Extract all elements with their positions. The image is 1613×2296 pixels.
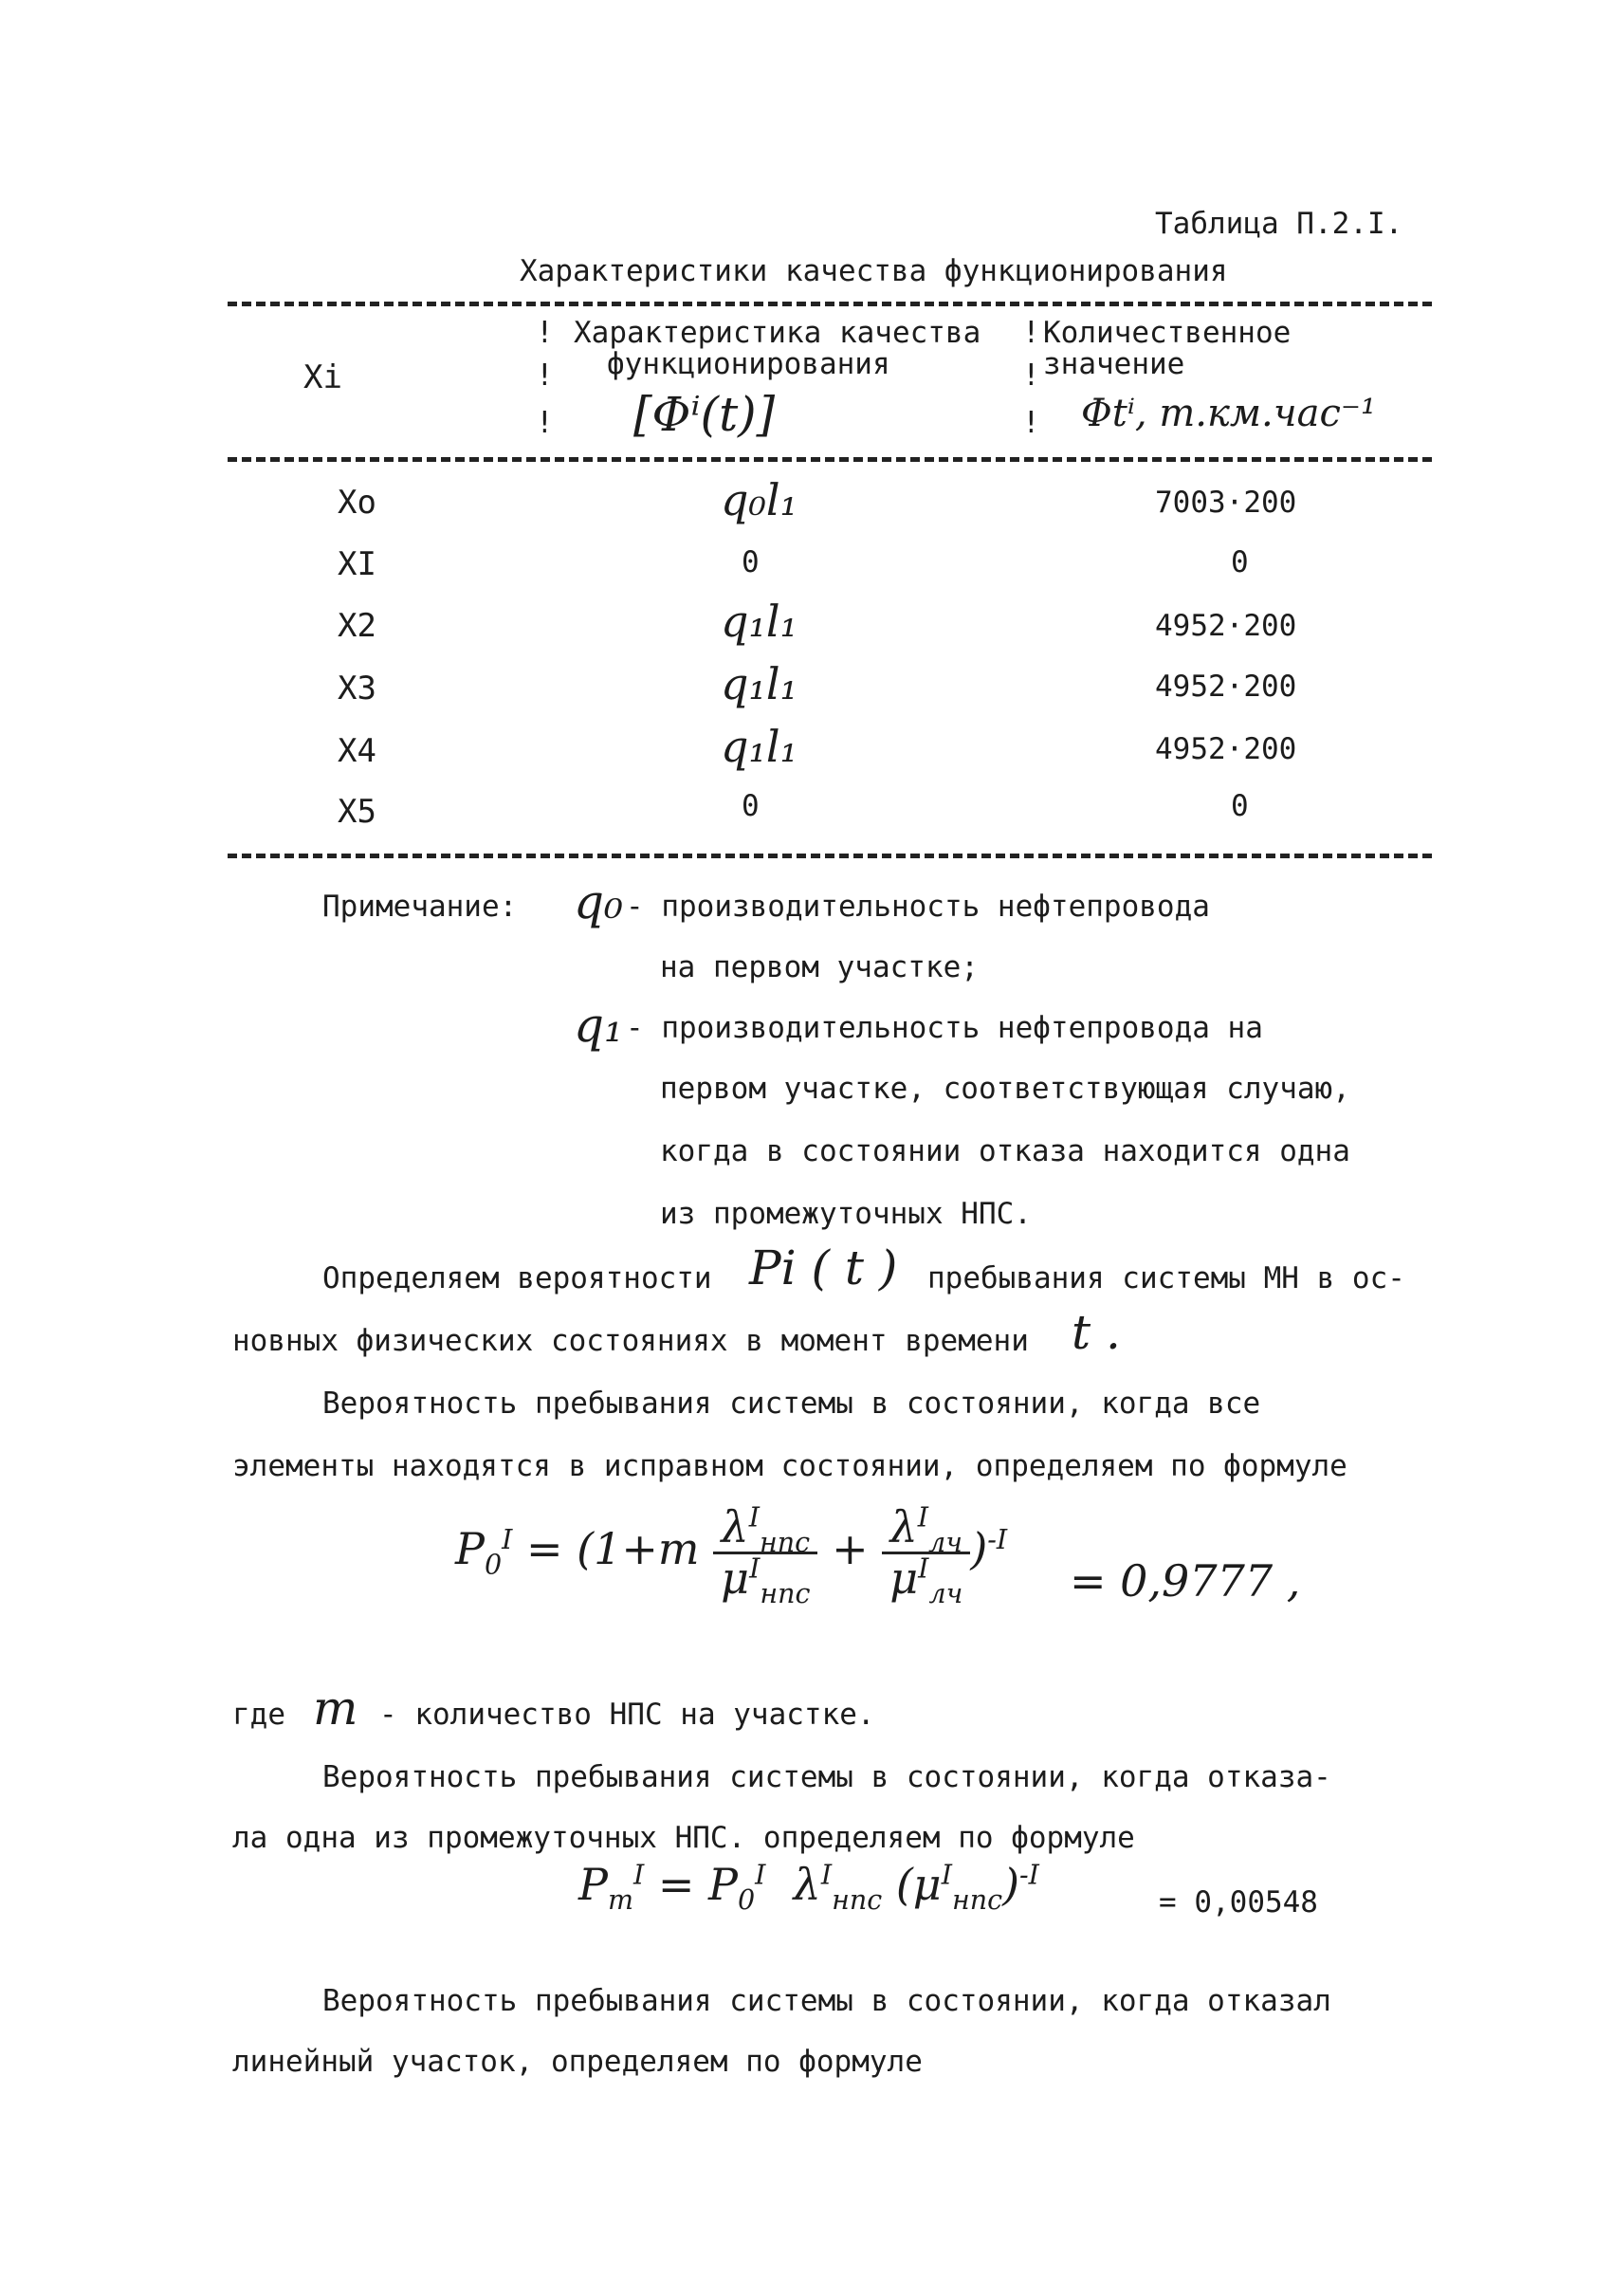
row-characteristic: q₀l₁ — [721, 474, 798, 525]
table-header-rule — [228, 457, 1432, 462]
note-label: Примечание: — [322, 890, 518, 924]
row-state: X5 — [338, 793, 376, 831]
p3-line2: ла одна из промежуточных НПС. определяем по формуле — [232, 1821, 1135, 1855]
where-label: где — [232, 1698, 285, 1732]
p2-line2: элементы находятся в исправном состоянии, определяем по формуле — [232, 1449, 1347, 1483]
formula-p0-result: = 0,9777 , — [1070, 1555, 1301, 1607]
row-value: 4952·200 — [1155, 609, 1297, 643]
row-value: 4952·200 — [1155, 732, 1297, 766]
note-q0-symbol: q₀ — [574, 874, 624, 929]
note-q0-line2: на первом участке; — [660, 950, 979, 984]
where-symbol: m — [313, 1681, 358, 1736]
row-characteristic: q₁l₁ — [721, 596, 798, 647]
formula-p0: $P_0^I = (1+m$ $\frac{\lambda^I_{нпс}}{\mu^I_{нпс}}$ + $\frac{\lambda^I_{лч}}{\mu^I_{лч}}$ )$^{-I}$ — [455, 1501, 1008, 1609]
row-characteristic: q₁l₁ — [721, 721, 798, 772]
row-state: X4 — [338, 732, 376, 770]
row-state: X3 — [338, 670, 376, 707]
header-value-l1: Количественное — [1043, 316, 1292, 350]
header-value-symbol: Φtⁱ, т.км.час⁻¹ — [1081, 392, 1377, 435]
table-label: Таблица П.2.I. — [1155, 207, 1403, 241]
row-characteristic: 0 — [742, 789, 760, 823]
row-characteristic: q₁l₁ — [721, 658, 798, 709]
row-state: X2 — [338, 607, 376, 645]
header-state: Xi — [303, 358, 342, 396]
p2-line1: Вероятность пребывания системы в состоянии, когда все — [322, 1387, 1261, 1421]
row-state: XI — [338, 545, 376, 583]
formula-pm: $P_m^I = P_0^I$ $\lambda^I_{нпс}$ $(\mu^I_{нпс})^{-I}$ — [578, 1859, 1039, 1917]
row-characteristic: 0 — [742, 545, 760, 579]
p3-line1: Вероятность пребывания системы в состоянии, когда отказа- — [322, 1760, 1331, 1794]
note-q1-line1: - производительность нефтепровода на — [626, 1011, 1263, 1045]
header-characteristic-l1: Характеристика качества — [574, 316, 981, 350]
table-bottom-rule — [228, 854, 1432, 858]
header-characteristic-l2: функционирования — [607, 347, 890, 381]
header-characteristic-symbol: [Φⁱ(t)] — [633, 387, 776, 442]
table-title: Характеристики качества функционирования — [520, 254, 1228, 288]
row-value: 0 — [1231, 545, 1249, 579]
row-value: 7003·200 — [1155, 486, 1297, 520]
row-value: 0 — [1231, 789, 1249, 823]
p1-line1-a: Определяем вероятности — [322, 1261, 712, 1295]
p1-symbol: Pi ( t ) — [749, 1240, 898, 1295]
where-text: - количество НПС на участке. — [379, 1698, 875, 1732]
note-q1-line3: когда в состоянии отказа находится одна — [660, 1134, 1350, 1168]
p1-line2: новных физических состояниях в момент времени — [232, 1324, 1029, 1358]
table-top-rule — [228, 302, 1432, 306]
p1-line1-b: пребывания системы МН в ос- — [927, 1261, 1405, 1295]
row-state: Xo — [338, 484, 376, 522]
note-q1-line4: из промежуточных НПС. — [660, 1197, 1032, 1231]
p4-line2: линейный участок, определяем по формуле — [232, 2045, 923, 2079]
p4-line1: Вероятность пребывания системы в состоянии, когда отказал — [322, 1984, 1331, 2018]
header-value-l2: значение — [1043, 347, 1185, 381]
p1-line2-symbol: t . — [1072, 1305, 1121, 1360]
note-q1-symbol: q₁ — [574, 998, 624, 1053]
row-value: 4952·200 — [1155, 670, 1297, 704]
note-q1-line2: первом участке, соответствующая случаю, — [660, 1072, 1350, 1106]
note-q0-line1: - производительность нефтепровода — [626, 890, 1210, 924]
formula-pm-result: = 0,00548 — [1159, 1885, 1318, 1919]
